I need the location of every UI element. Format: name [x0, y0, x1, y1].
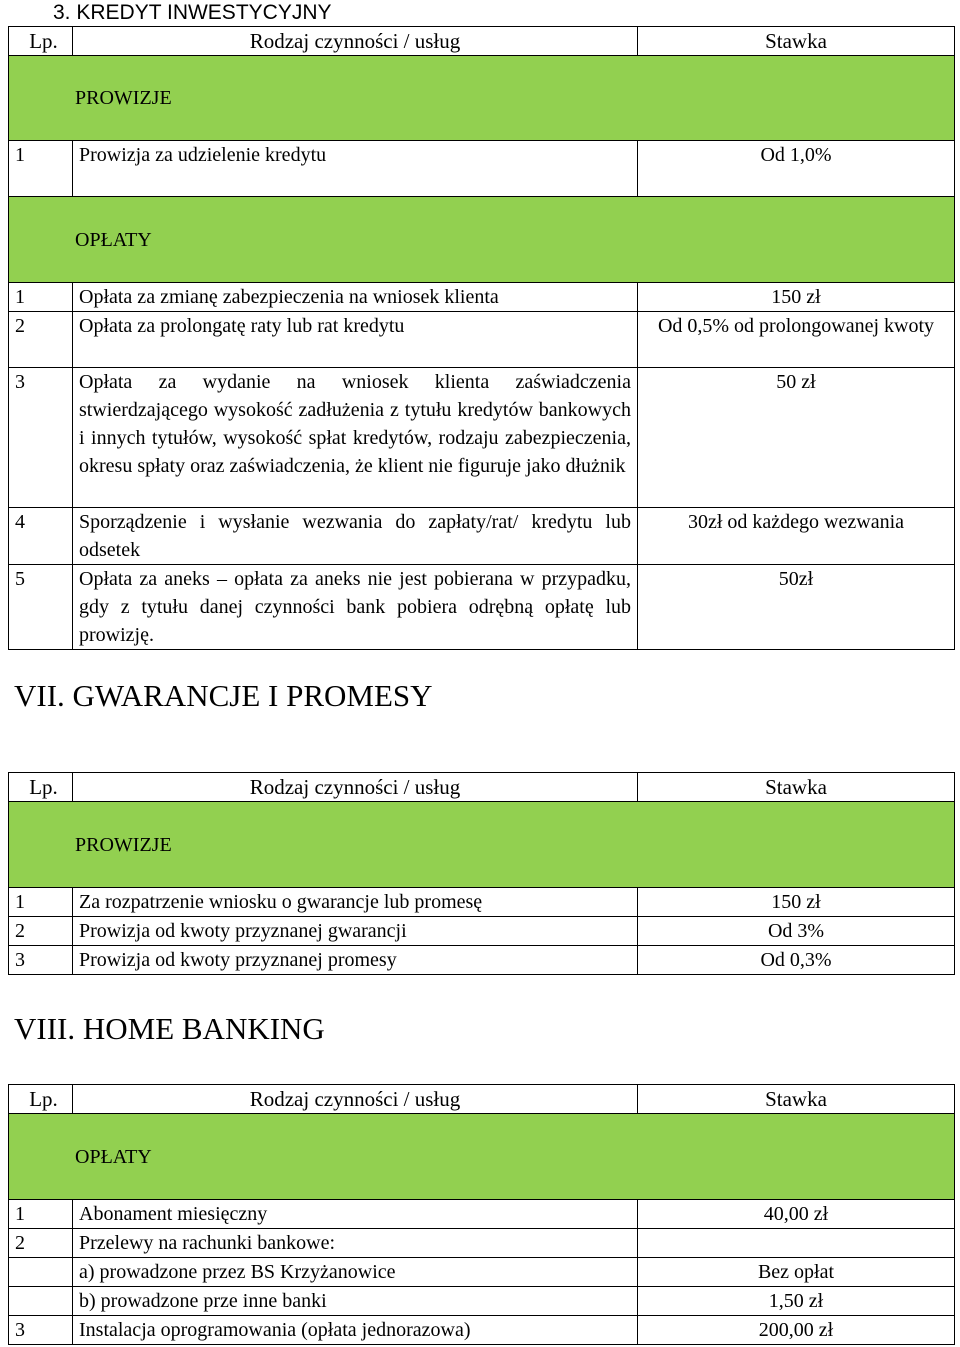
row-desc: Abonament miesięczny — [73, 1200, 638, 1229]
row-desc: Przelewy na rachunki bankowe: — [73, 1229, 638, 1258]
table-row — [9, 141, 955, 197]
row-lp: 1 — [9, 1200, 73, 1229]
row-rate: 150 zł — [638, 888, 955, 917]
row-rate: Od 0,3% — [638, 946, 955, 975]
row-desc: Opłata za wydanie na wniosek klienta zaświadczenia stwierdzającego wysokość zadłużenia z tytułu kredytów bankowych i innych tytułów, wysokość spłat kredytów, rodzaju zabezpieczenia, okresu spłaty oraz zaświadczenia, że klient nie figuruje jako dłużnik — [73, 368, 638, 508]
row-lp: 2 — [9, 1229, 73, 1258]
row-rate: 50zł — [638, 565, 955, 650]
row-desc: Prowizja za udzielenie kredytu — [73, 141, 638, 197]
row-desc: b) prowadzone prze inne banki — [73, 1287, 638, 1316]
header-lp: Lp. — [9, 27, 73, 56]
row-rate: Bez opłat — [638, 1258, 955, 1287]
table-header-row — [9, 27, 955, 56]
row-lp — [9, 1287, 73, 1316]
table-header-row — [9, 773, 955, 802]
guarantees-table — [8, 772, 955, 975]
section-8-title: VIII. HOME BANKING — [14, 1011, 325, 1046]
group-header-row — [9, 802, 955, 888]
table-row — [9, 1287, 955, 1316]
row-rate: 40,00 zł — [638, 1200, 955, 1229]
header-rate: Stawka — [638, 27, 955, 56]
table-row — [9, 312, 955, 368]
row-rate: Od 0,5% od prolongowanej kwoty — [638, 312, 955, 368]
row-lp: 3 — [9, 946, 73, 975]
row-rate: Od 3% — [638, 917, 955, 946]
row-lp: 1 — [9, 888, 73, 917]
row-rate: 200,00 zł — [638, 1316, 955, 1345]
row-lp: 5 — [9, 565, 73, 650]
row-lp: 3 — [9, 1316, 73, 1345]
table-row — [9, 508, 955, 565]
table-row — [9, 917, 955, 946]
home-banking-table — [8, 1084, 955, 1345]
row-desc: Opłata za aneks – opłata za aneks nie jest pobierana w przypadku, gdy z tytułu danej czynności bank pobiera odrębną opłatę lub prowizję. — [73, 565, 638, 650]
row-rate: 150 zł — [638, 283, 955, 312]
group-header-row — [9, 56, 955, 141]
table-row — [9, 1200, 955, 1229]
header-rate: Stawka — [638, 1085, 955, 1114]
group-header-row — [9, 1114, 955, 1200]
row-lp: 4 — [9, 508, 73, 565]
row-lp: 1 — [9, 283, 73, 312]
credit-fees-table — [8, 26, 955, 650]
row-desc: Opłata za prolongatę raty lub rat kredytu — [73, 312, 638, 368]
table-header-row — [9, 1085, 955, 1114]
table-row — [9, 946, 955, 975]
row-lp: 2 — [9, 312, 73, 368]
row-lp: 1 — [9, 141, 73, 197]
header-desc: Rodzaj czynności / usług — [73, 1085, 638, 1114]
row-desc: Sporządzenie i wysłanie wezwania do zapłaty/rat/ kredytu lub odsetek — [73, 508, 638, 565]
row-desc: Opłata za zmianę zabezpieczenia na wniosek klienta — [73, 283, 638, 312]
row-desc: Prowizja od kwoty przyznanej gwarancji — [73, 917, 638, 946]
group-label: PROWIZJE — [9, 802, 955, 888]
header-rate: Stawka — [638, 773, 955, 802]
group-label: OPŁATY — [9, 1114, 955, 1200]
group-header-row — [9, 197, 955, 283]
row-lp: 3 — [9, 368, 73, 508]
table-row — [9, 888, 955, 917]
row-desc: Prowizja od kwoty przyznanej promesy — [73, 946, 638, 975]
row-desc: Instalacja oprogramowania (opłata jednorazowa) — [73, 1316, 638, 1345]
group-label: PROWIZJE — [9, 56, 955, 141]
row-desc: a) prowadzone przez BS Krzyżanowice — [73, 1258, 638, 1287]
row-rate: 50 zł — [638, 368, 955, 508]
row-lp: 2 — [9, 917, 73, 946]
row-lp — [9, 1258, 73, 1287]
section-7-title: VII. GWARANCJE I PROMESY — [14, 678, 433, 713]
table-row — [9, 1258, 955, 1287]
header-desc: Rodzaj czynności / usług — [73, 773, 638, 802]
row-desc: Za rozpatrzenie wniosku o gwarancje lub promesę — [73, 888, 638, 917]
row-rate: 1,50 zł — [638, 1287, 955, 1316]
row-rate — [638, 1229, 955, 1258]
table-row — [9, 283, 955, 312]
table-row — [9, 565, 955, 650]
table-row — [9, 368, 955, 508]
group-label: OPŁATY — [9, 197, 955, 283]
section-3-heading: 3. KREDYT INWESTYCYJNY — [53, 1, 332, 24]
row-rate: Od 1,0% — [638, 141, 955, 197]
header-lp: Lp. — [9, 773, 73, 802]
header-desc: Rodzaj czynności / usług — [73, 27, 638, 56]
row-rate: 30zł od każdego wezwania — [638, 508, 955, 565]
header-lp: Lp. — [9, 1085, 73, 1114]
table-row — [9, 1316, 955, 1345]
table-row — [9, 1229, 955, 1258]
